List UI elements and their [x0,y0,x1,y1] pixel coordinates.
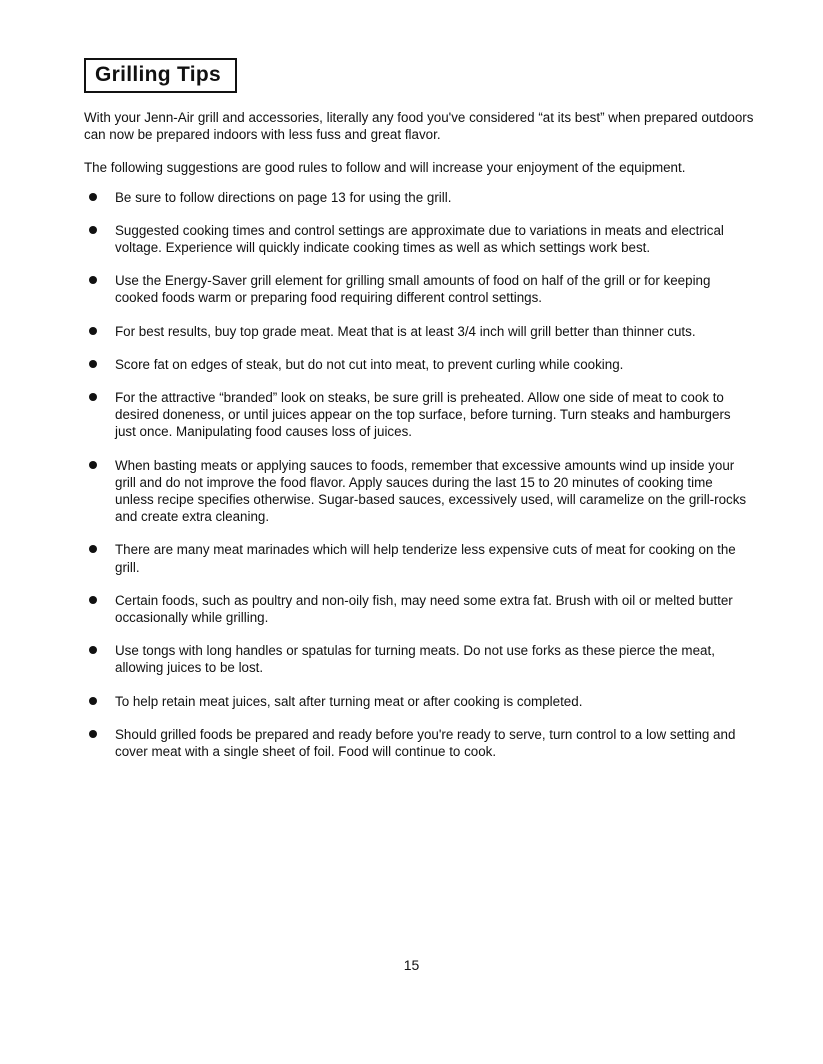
tip-text: Use tongs with long handles or spatulas for turning meats. Do not use forks as these pierce the meat, allowing juices to be lost. [115,643,715,676]
tip-text: For the attractive “branded” look on steaks, be sure grill is preheated. Allow one side of meat to cook to desired doneness, or until juices appear on the top surface, before turning. Turn steaks and hamburgers just once. Manipulating food causes loss of juices. [115,390,731,440]
bullet-icon [89,360,97,368]
tip-text: Suggested cooking times and control settings are approximate due to variations in meats and electrical voltage. Experience will quickly indicate cooking times as well as which settings work best. [115,222,724,256]
tip-item [84,592,754,626]
bullet-icon [89,193,97,201]
bullet-icon [89,461,97,469]
tip-item [84,693,754,710]
tip-text: When basting meats or applying sauces to foods, remember that excessive amounts wind up inside your grill and do not improve the food flavor. Apply sauces during the last 15 to 20 minutes of cooking time unless recipe specifies otherwise. Sugar-based sauces, excessively used, will caramelize on the grill-rocks and create extra cleaning. [115,457,747,525]
bullet-icon [89,276,97,284]
tip-item [84,389,754,441]
intro-paragraph: The following suggestions are good rules to follow and will increase your enjoyment of the equipment. [84,160,686,176]
bullet-icon [89,646,97,654]
document-page [84,58,754,776]
tip-text: For best results, buy top grade meat. Meat that is at least 3/4 inch will grill better than thinner cuts. [115,323,696,339]
tips-list [84,189,754,761]
tip-text: Certain foods, such as poultry and non-oily fish, may need some extra fat. Brush with oil or melted butter occasionally while grilling. [115,592,733,626]
bullet-icon [89,730,97,738]
tip-text: Be sure to follow directions on page 13 for using the grill. [115,189,452,205]
tip-item [84,222,754,256]
tip-item [84,272,754,306]
page-title: Grilling Tips [84,58,237,93]
tip-text: Should grilled foods be prepared and ready before you're ready to serve, turn control to a low setting and cover meat with a single sheet of foil. Food will continue to cook. [115,726,736,760]
tip-item [84,189,754,206]
page-number: 15 [403,957,420,973]
bullet-icon [89,226,97,234]
tip-item [84,642,754,676]
tip-item [84,356,754,373]
bullet-icon [89,697,97,705]
bullet-icon [89,327,97,335]
tip-item [84,323,754,340]
intro-paragraph: With your Jenn-Air grill and accessories, literally any food you've considered “at its best” when prepared outdoors can now be prepared indoors with less fuss and great flavor. [84,110,754,143]
tip-text: Score fat on edges of steak, but do not cut into meat, to prevent curling while cooking. [115,356,624,372]
tip-item [84,726,754,760]
tip-text: To help retain meat juices, salt after turning meat or after cooking is completed. [115,693,583,709]
tip-item [84,541,754,575]
tip-item [84,457,754,526]
tip-text: There are many meat marinades which will help tenderize less expensive cuts of meat for cooking on the grill. [115,542,736,575]
bullet-icon [89,596,97,604]
bullet-icon [89,545,97,553]
bullet-icon [89,393,97,401]
tip-text: Use the Energy-Saver grill element for grilling small amounts of food on half of the grill or for keeping cooked foods warm or preparing food requiring different control settings. [115,273,711,306]
